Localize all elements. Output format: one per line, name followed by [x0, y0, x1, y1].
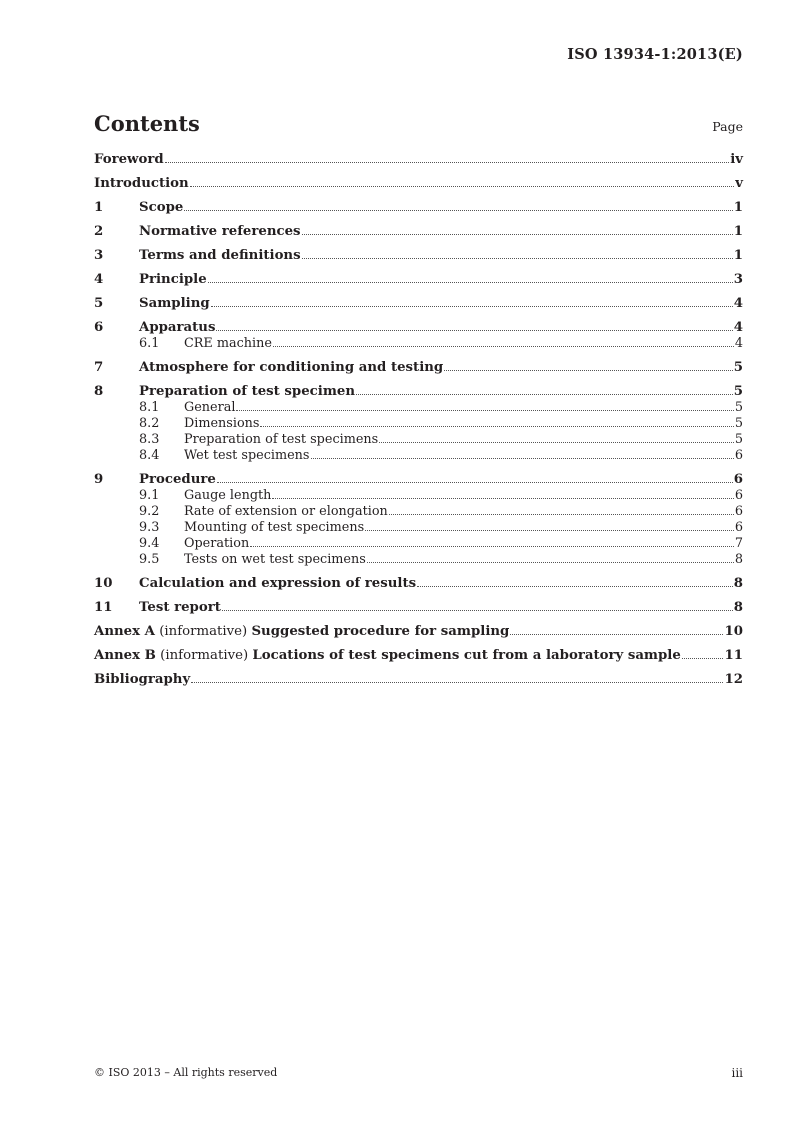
toc-entry-title: Tests on wet test specimens	[184, 552, 366, 567]
toc-entry-number: 5	[94, 296, 104, 311]
toc-entry-page: 6	[734, 488, 743, 503]
toc-entry-title: Foreword	[94, 152, 164, 167]
toc-entry-number: 9.2	[139, 504, 160, 519]
toc-entry-title: Operation	[184, 536, 250, 551]
page-number: iii	[731, 1066, 743, 1080]
dot-leader	[236, 409, 733, 411]
toc-entry-title: CRE machine	[184, 336, 272, 351]
toc-entry-number: 8.3	[139, 432, 160, 447]
toc-entry-title: Principle	[139, 272, 207, 287]
dot-leader	[211, 305, 733, 307]
dot-leader	[184, 209, 732, 211]
toc-entry-introduction[interactable]	[94, 176, 743, 192]
toc-subentry-dimensions[interactable]	[94, 416, 743, 432]
toc-entry-apparatus[interactable]	[94, 320, 743, 336]
page-column-label: Page	[712, 119, 743, 134]
toc-entry-page: 8	[733, 600, 743, 615]
dot-leader	[311, 457, 734, 459]
toc-entry-page: 12	[724, 672, 743, 687]
toc-subentry-rate-extension[interactable]	[94, 504, 743, 520]
toc-entry-page: 1	[733, 224, 743, 239]
toc-entry-number: 8	[94, 384, 104, 399]
toc-entry-page: 5	[733, 360, 743, 375]
toc-entry-page: 1	[733, 200, 743, 215]
toc-entry-page: 8	[734, 552, 743, 567]
dot-leader	[302, 257, 733, 259]
toc-subentry-preparation-specimens[interactable]	[94, 432, 743, 448]
toc-entry-number: 6.1	[139, 336, 160, 351]
toc-entry-preparation[interactable]	[94, 384, 743, 400]
dot-leader	[250, 545, 734, 547]
toc-entry-number: 9.4	[139, 536, 160, 551]
toc-entry-terms-definitions[interactable]	[94, 248, 743, 264]
dot-leader	[356, 393, 733, 395]
toc-subentry-cre-machine[interactable]	[94, 336, 743, 352]
toc-entry-number: 2	[94, 224, 104, 239]
toc-entry-title: Sampling	[139, 296, 210, 311]
dot-leader	[302, 233, 733, 235]
toc-entry-title: Bibliography	[94, 672, 191, 687]
toc-entry-normative-references[interactable]	[94, 224, 743, 240]
toc-entry-atmosphere[interactable]	[94, 360, 743, 376]
toc-entry-page: 7	[734, 536, 743, 551]
toc-entry-scope[interactable]	[94, 200, 743, 216]
toc-entry-number: 6	[94, 320, 104, 335]
toc-entry-page: 6	[734, 520, 743, 535]
toc-entry-number: 11	[94, 600, 113, 615]
table-of-contents	[94, 152, 743, 688]
toc-entry-annex-a[interactable]	[94, 624, 743, 640]
toc-entry-page: 5	[734, 416, 743, 431]
toc-entry-title: Atmosphere for conditioning and testing	[139, 360, 444, 375]
toc-entry-title: Procedure	[139, 472, 216, 487]
toc-entry-title: General	[184, 400, 236, 415]
dot-leader	[444, 369, 733, 371]
annex-label: Annex A	[94, 624, 155, 639]
annex-label: Annex B	[94, 648, 156, 663]
toc-entry-title: Preparation of test specimens	[184, 432, 379, 447]
dot-leader	[682, 657, 724, 659]
page-title: Contents	[94, 111, 200, 136]
toc-entry-title: Test report	[139, 600, 221, 615]
toc-entry-title: Gauge length	[184, 488, 272, 503]
dot-leader	[260, 425, 733, 427]
annex-type: (informative)	[155, 624, 252, 639]
toc-entry-page: 3	[733, 272, 743, 287]
toc-entry-title: Normative references	[139, 224, 301, 239]
toc-entry-title: Rate of extension or elongation	[184, 504, 388, 519]
toc-entry-page: v	[735, 176, 743, 191]
toc-entry-page: 5	[734, 400, 743, 415]
toc-subentry-mounting[interactable]	[94, 520, 743, 536]
toc-subentry-operation[interactable]	[94, 536, 743, 552]
toc-entry-number: 8.2	[139, 416, 160, 431]
toc-entry-bibliography[interactable]	[94, 672, 743, 688]
toc-entry-calculation[interactable]	[94, 576, 743, 592]
toc-entry-number: 1	[94, 200, 104, 215]
dot-leader	[273, 345, 734, 347]
toc-entry-title: Preparation of test specimen	[139, 384, 356, 399]
toc-entry-title: Suggested procedure for sampling	[251, 624, 510, 639]
toc-entry-number: 9	[94, 472, 104, 487]
toc-entry-number: 10	[94, 576, 113, 591]
toc-entry-number: 7	[94, 360, 104, 375]
toc-entry-page: 4	[733, 320, 743, 335]
annex-type: (informative)	[155, 648, 253, 663]
dot-leader	[365, 529, 734, 531]
dot-leader	[272, 497, 733, 499]
toc-subentry-tests-wet[interactable]	[94, 552, 743, 568]
toc-entry-number: 9.5	[139, 552, 160, 567]
toc-entry-page: 8	[733, 576, 743, 591]
toc-entry-number: 9.3	[139, 520, 160, 535]
toc-entry-sampling[interactable]	[94, 296, 743, 312]
toc-entry-page: 10	[724, 624, 743, 639]
toc-entry-number: 4	[94, 272, 104, 287]
toc-entry-number: 8.1	[139, 400, 160, 415]
dot-leader	[165, 161, 730, 163]
toc-entry-annex-b[interactable]	[94, 648, 743, 664]
toc-subentry-general[interactable]	[94, 400, 743, 416]
dot-leader	[191, 681, 723, 683]
toc-entry-foreword[interactable]	[94, 152, 743, 168]
toc-entry-principle[interactable]	[94, 272, 743, 288]
dot-leader	[510, 633, 723, 635]
toc-entry-title: Wet test specimens	[184, 448, 310, 463]
dot-leader	[216, 329, 732, 331]
toc-entry-title: Introduction	[94, 176, 189, 191]
toc-subentry-wet-specimens[interactable]	[94, 448, 743, 464]
dot-leader	[222, 609, 733, 611]
toc-entry-page: 5	[734, 432, 743, 447]
toc-entry-page: 6	[733, 472, 743, 487]
dot-leader	[417, 585, 733, 587]
toc-entry-number: 9.1	[139, 488, 160, 503]
toc-entry-page: 11	[724, 648, 743, 663]
page-footer	[94, 1066, 743, 1080]
dot-leader	[217, 481, 733, 483]
toc-entry-page: 6	[734, 448, 743, 463]
toc-entry-title: Mounting of test specimens	[184, 520, 365, 535]
toc-entry-title: Locations of test specimens cut from a laboratory sample	[252, 648, 681, 663]
dot-leader	[190, 185, 735, 187]
copyright-notice: © ISO 2013 – All rights reserved	[94, 1066, 278, 1079]
toc-entry-title: Dimensions	[184, 416, 260, 431]
dot-leader	[389, 513, 734, 515]
toc-entry-title: Terms and definitions	[139, 248, 301, 263]
dot-leader	[208, 281, 733, 283]
toc-entry-page: 5	[733, 384, 743, 399]
dot-leader	[379, 441, 734, 443]
toc-entry-title: Apparatus	[139, 320, 216, 335]
toc-entry-number: 8.4	[139, 448, 160, 463]
toc-entry-page: 6	[734, 504, 743, 519]
toc-entry-test-report[interactable]	[94, 600, 743, 616]
toc-entry-number: 3	[94, 248, 104, 263]
document-id: ISO 13934-1:2013(E)	[567, 46, 743, 63]
toc-entry-page: 1	[733, 248, 743, 263]
toc-entry-page: iv	[730, 152, 743, 167]
toc-entry-page: 4	[733, 296, 743, 311]
contents-heading-row	[94, 111, 743, 139]
toc-entry-title: Scope	[139, 200, 184, 215]
toc-entry-title: Calculation and expression of results	[139, 576, 417, 591]
dot-leader	[367, 561, 734, 563]
toc-entry-procedure[interactable]	[94, 472, 743, 488]
toc-subentry-gauge-length[interactable]	[94, 488, 743, 504]
toc-entry-page: 4	[734, 336, 743, 351]
